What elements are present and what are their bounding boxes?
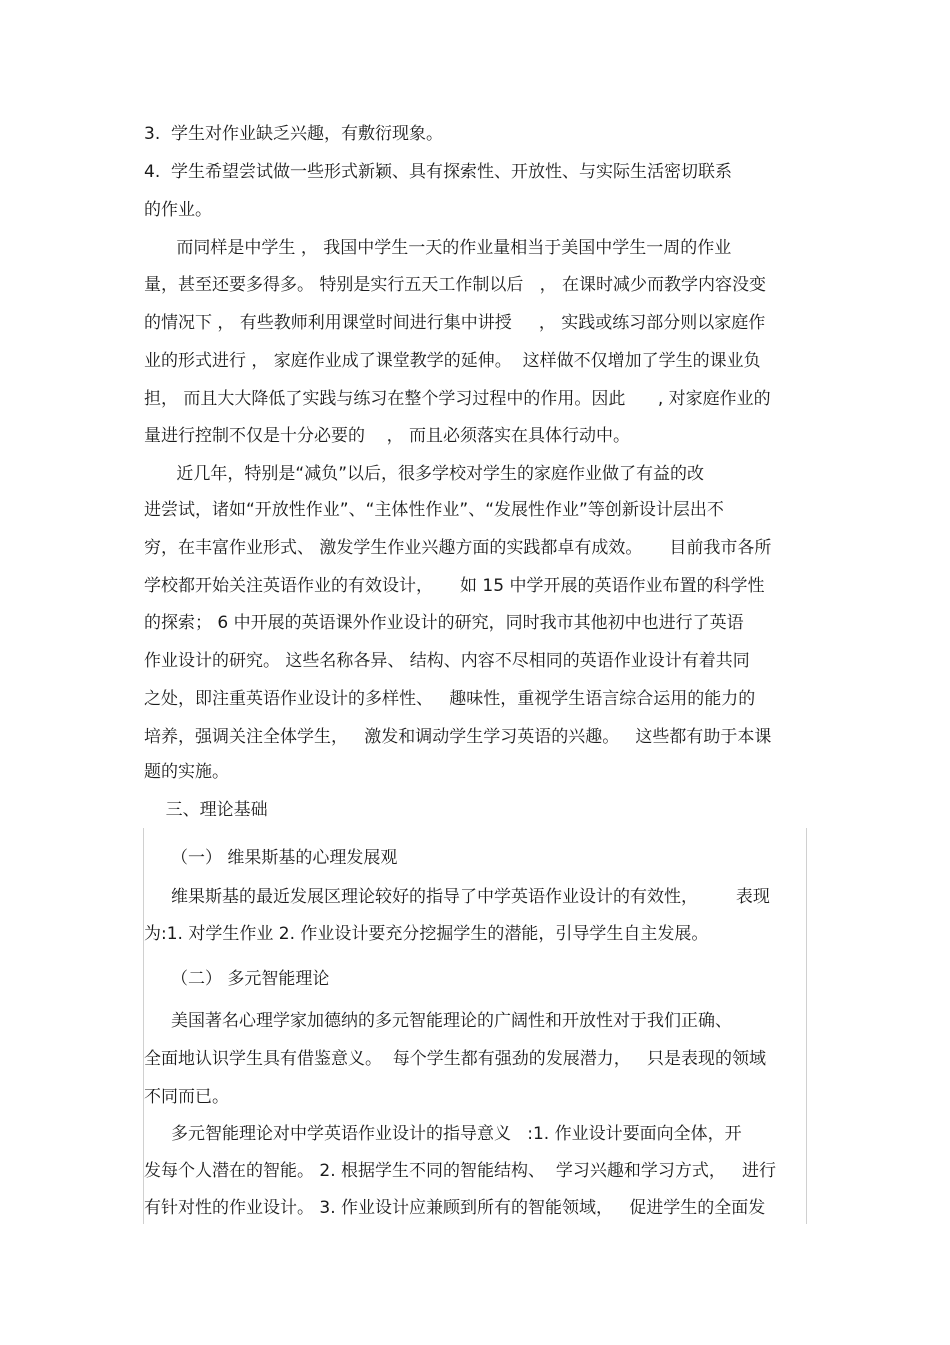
text-line: 全面地认识学生具有借鉴意义。 每个学生都有强劲的发展潜力， 只是表现的领域 bbox=[144, 1049, 767, 1069]
text-line: 发每个人潜在的智能。 2. 根据学生不同的智能结构、 学习兴趣和学习方式， 进行 bbox=[144, 1161, 777, 1181]
text-line: 担， 而且大大降低了实践与练习在整个学习过程中的作用。因此 , 对家庭作业的 bbox=[144, 389, 771, 409]
text-line: 多元智能理论对中学英语作业设计的指导意义 :1. 作业设计要面向全体，开 bbox=[144, 1124, 742, 1144]
text-line: 为:1. 对学生作业 2. 作业设计要充分挖掘学生的潜能，引导学生自主发展。 bbox=[144, 924, 709, 944]
text-line: 之处，即注重英语作业设计的多样性、 趣味性，重视学生语言综合运用的能力的 bbox=[144, 689, 756, 709]
text-line: 维果斯基的最近发展区理论较好的指导了中学英语作业设计的有效性， 表现 bbox=[144, 887, 770, 907]
text-line: 的探索； 6 中开展的英语课外作业设计的研究，同时我市其他初中也进行了英语 bbox=[144, 613, 744, 633]
text-line: （一） 维果斯基的心理发展观 bbox=[144, 848, 398, 868]
text-line: 不同而已。 bbox=[144, 1087, 229, 1107]
text-line: 三、理论基础 bbox=[144, 800, 268, 820]
text-line: 作业设计的研究。 这些名称各异、 结构、内容不尽相同的英语作业设计有着共同 bbox=[144, 651, 750, 671]
text-line: 3. 学生对作业缺乏兴趣，有敷衍现象。 bbox=[144, 124, 444, 144]
text-line: 进尝试，诸如“开放性作业”、“主体性作业”、“发展性作业”等创新设计层出不 bbox=[144, 500, 724, 520]
text-line: 而同样是中学生 ， 我国中学生一天的作业量相当于美国中学生一周的作业 bbox=[144, 238, 732, 258]
text-line: 穷，在丰富作业形式、 激发学生作业兴趣方面的实践都卓有成效。 目前我市各所 bbox=[144, 538, 772, 558]
text-line: 4. 学生希望尝试做一些形式新颖、具有探索性、开放性、与实际生活密切联系 bbox=[144, 162, 733, 182]
text-line: 近几年，特别是“减负”以后，很多学校对学生的家庭作业做了有益的改 bbox=[144, 464, 705, 484]
text-line: 的作业。 bbox=[144, 200, 212, 220]
text-line: （二） 多元智能理论 bbox=[144, 969, 330, 989]
text-line: 业的形式进行 ， 家庭作业成了课堂教学的延伸。 这样做不仅增加了学生的课业负 bbox=[144, 351, 761, 371]
text-line: 量进行控制不仅是十分必要的 ， 而且必须落实在具体行动中。 bbox=[144, 426, 631, 446]
text-line: 量，甚至还要多得多。 特别是实行五天工作制以后 ， 在课时减少而教学内容没变 bbox=[144, 275, 767, 295]
text-line: 有针对性的作业设计。 3. 作业设计应兼顾到所有的智能领域， 促进学生的全面发 bbox=[144, 1198, 766, 1218]
text-line: 学校都开始关注英语作业的有效设计， 如 15 中学开展的英语作业布置的科学性 bbox=[144, 576, 765, 596]
text-line: 的情况下 ， 有些教师利用课堂时间进行集中讲授 ， 实践或练习部分则以家庭作 bbox=[144, 313, 766, 333]
text-line: 培养，强调关注全体学生， 激发和调动学生学习英语的兴趣。 这些都有助于本课 bbox=[144, 727, 772, 747]
right-border-line bbox=[806, 828, 807, 1224]
text-line: 美国著名心理学家加德纳的多元智能理论的广阔性和开放性对于我们正确、 bbox=[144, 1011, 733, 1031]
text-line: 题的实施。 bbox=[144, 762, 229, 782]
